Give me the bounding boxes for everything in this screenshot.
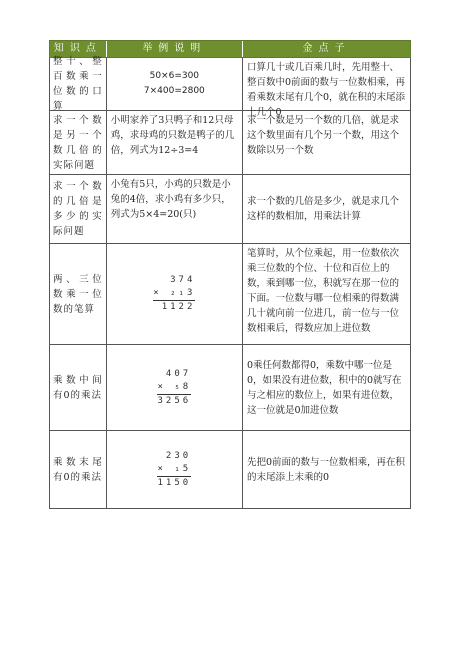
topic-cell [50,345,107,430]
header-golden-tip: 金点子 [302,43,351,54]
calc-top: 407 [165,368,192,379]
topic-cell [50,111,107,174]
vertical-calculation [157,450,191,490]
example-cell [107,58,243,110]
tip-text: 求一个数的几倍是多少，就是求几个这样的数相加，用乘法计算 [246,196,399,222]
topic-cell [50,175,107,243]
tip-cell: 求一个数是另一个数的几倍，就是求这个数里面有几个另一个数，用这个数除以另一个数 [246,115,399,156]
vertical-calculation [153,274,195,314]
tip-cell: 笔算时，从个位乘起，用一位数依次乘三位数的个位、十位和百位上的数，乘到哪一位，积就写在那一位的下面。一位数与哪一位相乘的得数满几十就向前一位进几，前一位与一位数相乘后，得数应加上进位数 [246,248,399,334]
topic-text: 求一个数的几倍是多少的实际问题 [53,181,103,237]
example-cell [107,431,243,508]
topic-text: 乘数中间有0的乘法 [53,374,103,401]
header-knowledge-point: 知识点 [50,41,107,57]
topic-text: 求一个数是另一个数几倍的实际问题 [53,114,103,171]
example-cell [107,244,243,344]
calc-multiplier: × ₁5 [157,463,192,474]
tip-cell [243,431,410,508]
topic-cell [50,244,107,344]
example-line: 50×6=300 [149,71,200,81]
calc-top: 230 [165,450,192,461]
calc-multiplier: × ₅8 [157,381,192,392]
vertical-calculation [157,368,191,408]
tip-text: 0乘任何数都得0，乘数中哪一位是0，如果没有进位数，积中的0就写在与之相应的数位上，如果有进位数，这一位就是0加进位数 [246,359,402,416]
table-row [49,431,411,509]
table-row [49,345,411,431]
calc-top: 374 [170,275,196,285]
topic-cell [50,58,107,110]
tip-text: 先把0前面的数与一位数相乘，再在积的末尾添上末乘的0 [246,456,405,483]
table-row [49,111,411,175]
tip-cell [243,175,410,243]
example-line: 7×400=2800 [143,86,205,96]
calc-result: 3256 [157,395,192,406]
table-header [49,40,411,58]
calc-result: 1122 [153,300,195,314]
topic-text: 整十、整百数乘一位数的口算 [53,56,103,112]
header-example: 举例说明 [107,41,243,57]
calc-result: 1150 [157,477,192,488]
topic-text: 乘数末尾有0的乘法 [53,456,103,483]
topic-cell [50,431,107,508]
example-cell: 小兔有5只，小鸡的只数是小兔的4倍，求小鸡有多少只，列式为5×4=20(只) [107,175,243,243]
example-cell [107,345,243,430]
table-row [49,244,411,345]
topic-text: 两、三位数乘一位数的笔算 [53,273,103,315]
calc-multiplier: × ₂₁3 [153,288,196,298]
tip-cell [243,345,410,430]
tip-cell: 口算几十或几百乘几时，先用整十、整百数中0前面的数与一位数相乘，再看乘数末尾有几个0，就在积的末尾添上几个0 [246,62,405,118]
table-row [49,56,411,118]
table-row [49,175,411,244]
example-cell: 小明家养了3只鸭子和12只母鸡，求母鸡的只数是鸭子的几倍，列式为12÷3=4 [107,111,243,174]
